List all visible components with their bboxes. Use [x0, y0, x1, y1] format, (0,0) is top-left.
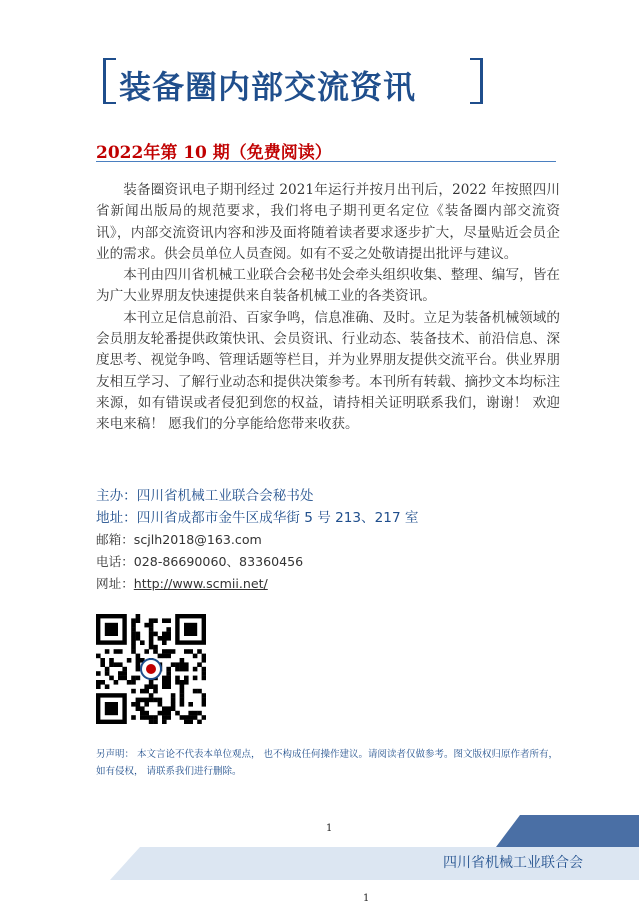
website-link[interactable]: http://www.scmii.net/ [133, 576, 268, 591]
footer-org: 四川省机械工业联合会 [443, 855, 583, 871]
disclaimer: 另声明： 本文言论不代表本单位观点， 也不构成任何操作建议。请阅读者仅做参考。图文版权归原作者所有， 如有侵权， 请联系我们进行删除。 [96, 749, 559, 777]
body-text [96, 180, 560, 436]
masthead [103, 58, 483, 104]
qr-code-graphic [96, 614, 206, 724]
masthead-left-bracket [103, 58, 116, 104]
footer-band [0, 805, 639, 885]
issue-label: 2022年第 10 期（免费阅读） [96, 143, 332, 163]
page-number-inner: 1 [326, 823, 333, 834]
header-divider [96, 161, 556, 162]
sponsor-line: 主办：四川省机械工业联合会秘书处 [96, 488, 314, 504]
body-paragraph-2: 本刊由四川省机械工业联合会秘书处会牵头组织收集、整理、编写，皆在为广大业界朋友快速提供来自装备机械工业的各类资讯。 [96, 267, 560, 305]
phone-line: 电话：028-86690060、83360456 [96, 554, 304, 569]
footer-dark-stripe [496, 815, 639, 847]
body-paragraph-3: 本刊立足信息前沿、百家争鸣，信息准确、及时。立足为装备机械领域的会员朋友轮番提供政策快讯、会员资讯、行业动态、装备技术、前沿信息、深度思考、视觉争鸣、管理话题等栏目，并为业界朋友提供交流平台。供业界朋友相互学习、了解行业动态和提供决策参考。本刊所有转载、摘抄文本均标注来源，如有错误或者侵犯到您的权益，请持相关证明联系我们，谢谢！ 欢迎来电来稿！ 愿我们的分享能给您带来收获。 [96, 309, 560, 433]
website-line [96, 573, 576, 595]
website-label: 网址： [96, 576, 134, 591]
qr-code-icon [96, 614, 206, 724]
email-line: 邮箱：scjlh2018@163.com [96, 532, 262, 547]
address-line: 地址：四川省成都市金牛区成华街 5 号 213、217 室 [96, 510, 419, 526]
contact-block [96, 485, 576, 595]
masthead-right-bracket [470, 58, 483, 104]
masthead-title: 装备圈内部交流资讯 [119, 68, 417, 106]
body-paragraph-1: 装备圈资讯电子期刊经过 2021年运行并按月出刊后，2022 年按照四川省新闻出版局的规范要求，我们将电子期刊更名定位《装备圈内部交流资讯》，内部交流资讯内容和涉及面将随着读者要求逐步扩大，尽量贴近会员企业的需求。供会员单位人员查阅。如有不妥之处敬请提出批评与建议。 [96, 182, 560, 262]
page-number-outer: 1 [363, 893, 370, 904]
